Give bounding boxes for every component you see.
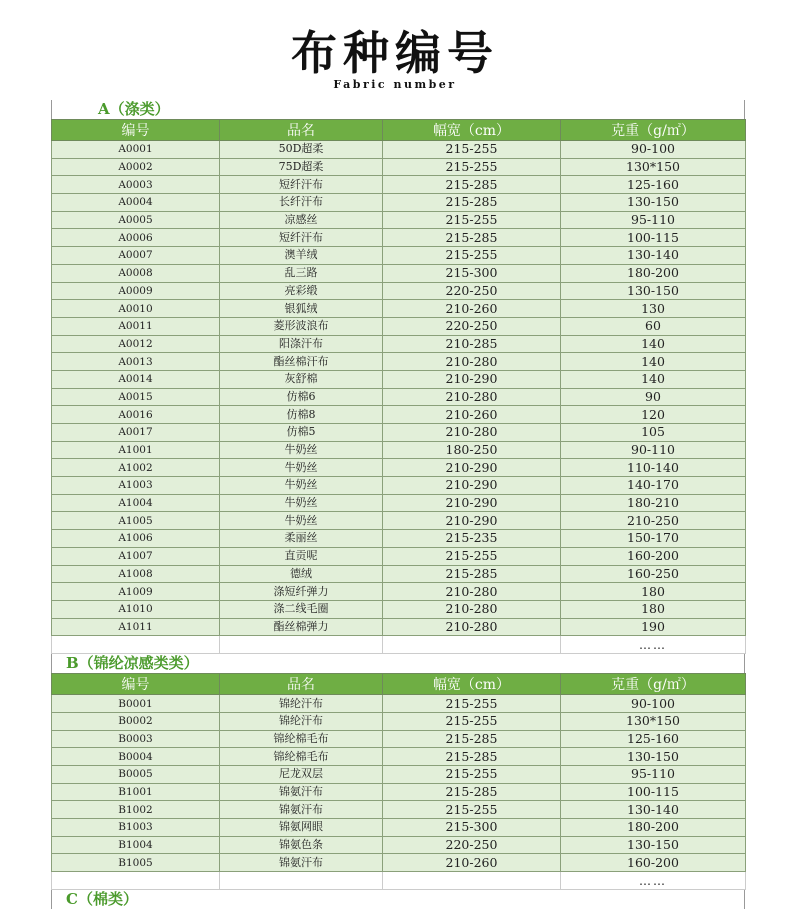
table-row [52, 211, 746, 229]
table-row [52, 176, 746, 194]
cell-width: 210-280 [383, 600, 561, 618]
cell-weight: 100-115 [561, 229, 746, 247]
cell-width: 210-280 [383, 618, 561, 636]
table-row [52, 512, 746, 530]
table-row-ellipsis [52, 636, 746, 654]
ellipsis-text: …… [561, 872, 746, 890]
cell-name: 牛奶丝 [220, 459, 383, 477]
cell-code: A1006 [52, 530, 220, 548]
cell-name: 锦纶汗布 [220, 695, 383, 713]
column-header-width: 幅宽（cm） [383, 674, 561, 695]
cell-weight: 190 [561, 618, 746, 636]
cell-width: 215-285 [383, 565, 561, 583]
cell-width: 210-290 [383, 494, 561, 512]
cell-code: B1004 [52, 836, 220, 854]
cell-width: 215-285 [383, 730, 561, 748]
cell-code: B0005 [52, 766, 220, 784]
cell-weight: 90-110 [561, 441, 746, 459]
cell-name: 短纤汗布 [220, 176, 383, 194]
fabric-table [51, 119, 746, 654]
table-row [52, 406, 746, 424]
table-row [52, 748, 746, 766]
cell-weight: 90 [561, 388, 746, 406]
cell-width: 220-250 [383, 317, 561, 335]
cell-name: 柔丽丝 [220, 530, 383, 548]
empty-cell [220, 872, 383, 890]
cell-width: 215-255 [383, 247, 561, 265]
table-row [52, 854, 746, 872]
table-row [52, 583, 746, 601]
table-header-row [52, 674, 746, 695]
cell-name: 牛奶丝 [220, 494, 383, 512]
cell-weight: 150-170 [561, 530, 746, 548]
table-row [52, 494, 746, 512]
cell-width: 210-290 [383, 512, 561, 530]
cell-weight: 130*150 [561, 712, 746, 730]
cell-name: 牛奶丝 [220, 477, 383, 495]
table-row [52, 424, 746, 442]
section-a [51, 100, 745, 654]
ellipsis-text: …… [561, 636, 746, 654]
cell-width: 215-255 [383, 712, 561, 730]
cell-width: 180-250 [383, 441, 561, 459]
column-header-width: 幅宽（cm） [383, 120, 561, 141]
cell-weight: 180 [561, 600, 746, 618]
page-header [0, 0, 790, 100]
cell-name: 锦纶汗布 [220, 712, 383, 730]
cell-code: B0002 [52, 712, 220, 730]
table-row-ellipsis [52, 872, 746, 890]
table-row [52, 695, 746, 713]
cell-width: 215-285 [383, 748, 561, 766]
column-header-name: 品名 [220, 120, 383, 141]
cell-weight: 130-150 [561, 836, 746, 854]
cell-name: 酯丝棉弹力 [220, 618, 383, 636]
section-label: C（棉类） [51, 890, 745, 909]
cell-name: 锦纶棉毛布 [220, 748, 383, 766]
cell-width: 215-255 [383, 766, 561, 784]
cell-width: 210-290 [383, 370, 561, 388]
cell-weight: 130 [561, 300, 746, 318]
cell-code: B0004 [52, 748, 220, 766]
cell-width: 220-250 [383, 836, 561, 854]
table-row [52, 158, 746, 176]
cell-name: 乱三路 [220, 264, 383, 282]
cell-name: 尼龙双层 [220, 766, 383, 784]
cell-code: A0015 [52, 388, 220, 406]
cell-name: 75D超柔 [220, 158, 383, 176]
cell-code: A0010 [52, 300, 220, 318]
table-row [52, 264, 746, 282]
cell-width: 215-255 [383, 141, 561, 159]
cell-weight: 95-110 [561, 766, 746, 784]
cell-weight: 210-250 [561, 512, 746, 530]
cell-code: A1005 [52, 512, 220, 530]
cell-name: 凉感丝 [220, 211, 383, 229]
cell-weight: 160-200 [561, 854, 746, 872]
cell-code: A0016 [52, 406, 220, 424]
cell-name: 阳涤汗布 [220, 335, 383, 353]
cell-width: 210-280 [383, 424, 561, 442]
cell-weight: 130*150 [561, 158, 746, 176]
cell-code: A0012 [52, 335, 220, 353]
cell-name: 澳羊绒 [220, 247, 383, 265]
cell-name: 仿棉5 [220, 424, 383, 442]
cell-name: 锦氨汗布 [220, 801, 383, 819]
table-row [52, 547, 746, 565]
section-b [51, 654, 745, 890]
table-row [52, 282, 746, 300]
cell-code: A1011 [52, 618, 220, 636]
cell-code: A1008 [52, 565, 220, 583]
cell-weight: 90-100 [561, 695, 746, 713]
cell-name: 亮彩缎 [220, 282, 383, 300]
cell-width: 215-300 [383, 819, 561, 837]
table-header-row [52, 120, 746, 141]
cell-code: A1001 [52, 441, 220, 459]
cell-name: 德绒 [220, 565, 383, 583]
cell-width: 210-290 [383, 459, 561, 477]
cell-code: A0003 [52, 176, 220, 194]
cell-weight: 100-115 [561, 783, 746, 801]
cell-name: 菱形波浪布 [220, 317, 383, 335]
cell-width: 215-255 [383, 801, 561, 819]
column-header-code: 编号 [52, 674, 220, 695]
cell-code: A0008 [52, 264, 220, 282]
cell-code: B1002 [52, 801, 220, 819]
cell-name: 仿棉8 [220, 406, 383, 424]
cell-width: 215-285 [383, 229, 561, 247]
cell-weight: 140 [561, 370, 746, 388]
cell-code: A0002 [52, 158, 220, 176]
cell-width: 215-235 [383, 530, 561, 548]
table-row [52, 229, 746, 247]
cell-name: 牛奶丝 [220, 441, 383, 459]
cell-width: 210-260 [383, 406, 561, 424]
cell-weight: 180 [561, 583, 746, 601]
cell-code: A0013 [52, 353, 220, 371]
table-row [52, 247, 746, 265]
cell-width: 215-255 [383, 211, 561, 229]
cell-code: B0003 [52, 730, 220, 748]
section-label: B（锦纶凉感类类） [51, 654, 745, 673]
table-row [52, 530, 746, 548]
cell-weight: 60 [561, 317, 746, 335]
table-row [52, 730, 746, 748]
cell-weight: 120 [561, 406, 746, 424]
cell-width: 215-255 [383, 547, 561, 565]
table-row [52, 618, 746, 636]
table-row [52, 370, 746, 388]
table-row [52, 783, 746, 801]
cell-weight: 160-200 [561, 547, 746, 565]
cell-weight: 180-200 [561, 819, 746, 837]
cell-weight: 130-150 [561, 748, 746, 766]
cell-name: 酯丝棉汗布 [220, 353, 383, 371]
cell-name: 锦氨色条 [220, 836, 383, 854]
empty-cell [383, 872, 561, 890]
column-header-code: 编号 [52, 120, 220, 141]
cell-weight: 110-140 [561, 459, 746, 477]
cell-weight: 125-160 [561, 730, 746, 748]
column-header-weight: 克重（g/㎡） [561, 674, 746, 695]
cell-name: 牛奶丝 [220, 512, 383, 530]
cell-name: 50D超柔 [220, 141, 383, 159]
cell-width: 215-285 [383, 194, 561, 212]
cell-width: 210-280 [383, 388, 561, 406]
section-c [51, 890, 745, 909]
cell-name: 涤短纤弹力 [220, 583, 383, 601]
cell-weight: 130-140 [561, 247, 746, 265]
cell-code: A1002 [52, 459, 220, 477]
page-title: 布种编号 [291, 26, 499, 80]
cell-width: 210-285 [383, 335, 561, 353]
cell-weight: 140 [561, 353, 746, 371]
cell-code: A0017 [52, 424, 220, 442]
cell-weight: 140-170 [561, 477, 746, 495]
cell-code: A0001 [52, 141, 220, 159]
cell-weight: 180-200 [561, 264, 746, 282]
cell-code: A0009 [52, 282, 220, 300]
column-header-name: 品名 [220, 674, 383, 695]
cell-code: B1005 [52, 854, 220, 872]
cell-name: 银狐绒 [220, 300, 383, 318]
cell-name: 短纤汗布 [220, 229, 383, 247]
cell-code: A1007 [52, 547, 220, 565]
cell-name: 涤二线毛圈 [220, 600, 383, 618]
cell-width: 210-260 [383, 300, 561, 318]
page-subtitle: Fabric number [333, 78, 457, 91]
cell-name: 仿棉6 [220, 388, 383, 406]
cell-width: 215-300 [383, 264, 561, 282]
empty-cell [383, 636, 561, 654]
cell-width: 215-285 [383, 176, 561, 194]
cell-weight: 160-250 [561, 565, 746, 583]
cell-weight: 95-110 [561, 211, 746, 229]
cell-code: A0006 [52, 229, 220, 247]
empty-cell [52, 636, 220, 654]
cell-width: 210-260 [383, 854, 561, 872]
cell-code: A0007 [52, 247, 220, 265]
cell-width: 215-255 [383, 695, 561, 713]
table-row [52, 194, 746, 212]
table-row [52, 141, 746, 159]
table-row [52, 353, 746, 371]
cell-name: 锦氨汗布 [220, 783, 383, 801]
cell-code: A0004 [52, 194, 220, 212]
cell-name: 直贡呢 [220, 547, 383, 565]
cell-weight: 130-140 [561, 801, 746, 819]
table-row [52, 441, 746, 459]
cell-weight: 105 [561, 424, 746, 442]
cell-code: A1010 [52, 600, 220, 618]
table-row [52, 712, 746, 730]
table-row [52, 565, 746, 583]
cell-width: 210-280 [383, 583, 561, 601]
cell-name: 锦氨汗布 [220, 854, 383, 872]
cell-weight: 140 [561, 335, 746, 353]
cell-code: A0014 [52, 370, 220, 388]
cell-code: A1009 [52, 583, 220, 601]
table-row [52, 459, 746, 477]
empty-cell [52, 872, 220, 890]
section-label: A（涤类） [51, 100, 745, 119]
cell-width: 220-250 [383, 282, 561, 300]
cell-weight: 130-150 [561, 282, 746, 300]
cell-code: B1001 [52, 783, 220, 801]
empty-cell [220, 636, 383, 654]
cell-weight: 130-150 [561, 194, 746, 212]
cell-code: B0001 [52, 695, 220, 713]
cell-weight: 125-160 [561, 176, 746, 194]
cell-code: A0005 [52, 211, 220, 229]
table-row [52, 600, 746, 618]
table-row [52, 335, 746, 353]
table-row [52, 317, 746, 335]
table-row [52, 388, 746, 406]
cell-code: A1004 [52, 494, 220, 512]
cell-width: 210-280 [383, 353, 561, 371]
table-row [52, 766, 746, 784]
cell-code: A0011 [52, 317, 220, 335]
cell-code: A1003 [52, 477, 220, 495]
cell-weight: 180-210 [561, 494, 746, 512]
cell-name: 锦氨网眼 [220, 819, 383, 837]
cell-weight: 90-100 [561, 141, 746, 159]
cell-width: 215-255 [383, 158, 561, 176]
cell-code: B1003 [52, 819, 220, 837]
table-row [52, 836, 746, 854]
cell-width: 210-290 [383, 477, 561, 495]
table-row [52, 300, 746, 318]
table-row [52, 819, 746, 837]
column-header-weight: 克重（g/㎡） [561, 120, 746, 141]
cell-name: 锦纶棉毛布 [220, 730, 383, 748]
cell-width: 215-285 [383, 783, 561, 801]
fabric-table [51, 673, 746, 890]
table-row [52, 477, 746, 495]
cell-name: 灰舒棉 [220, 370, 383, 388]
cell-name: 长纤汗布 [220, 194, 383, 212]
table-row [52, 801, 746, 819]
